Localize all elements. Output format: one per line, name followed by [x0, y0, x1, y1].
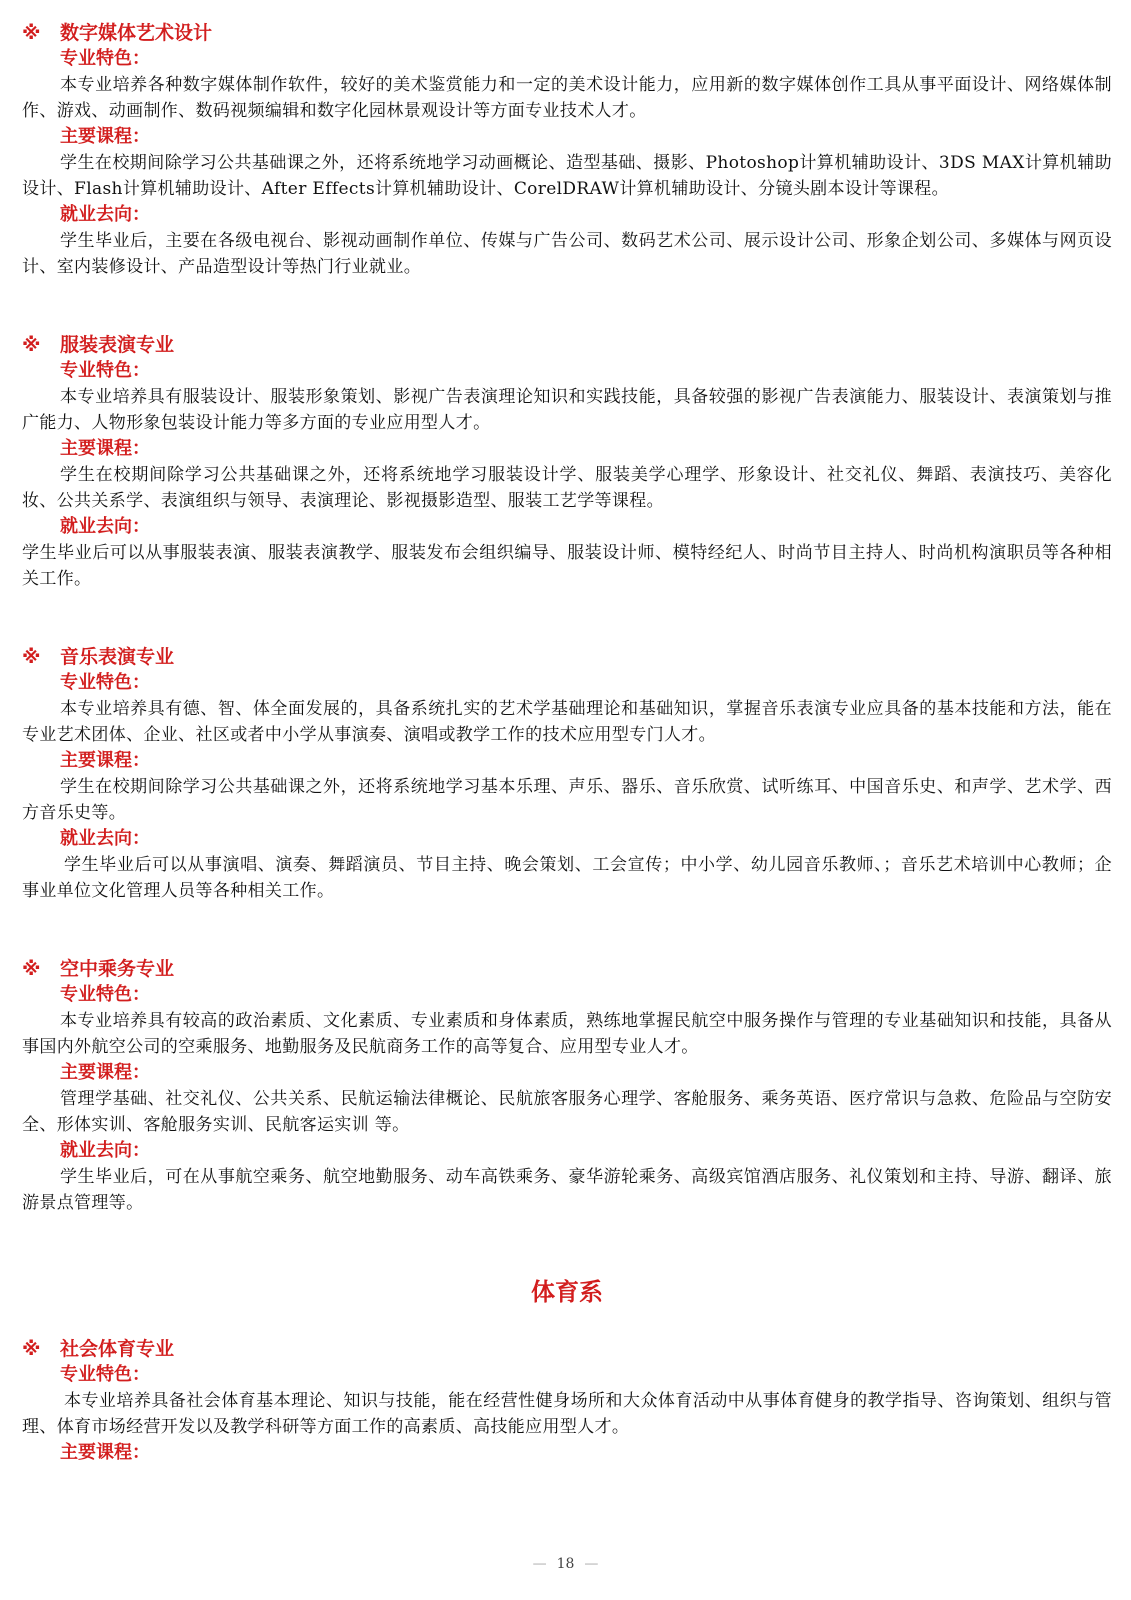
- major-title: [22, 1336, 1112, 1362]
- section-gap: [22, 280, 1112, 332]
- careers-text: 学生毕业后可以从事服装表演、服装表演教学、服装发布会组织编导、服装设计师、模特经纪人、时尚节目主持人、时尚机构演职员等各种相关工作。: [22, 543, 1112, 589]
- careers-heading: 就业去向：: [60, 204, 150, 225]
- footer-dash-right: —: [584, 1556, 599, 1572]
- courses-heading: 主要课程：: [60, 1062, 150, 1083]
- major-title: [22, 644, 1112, 670]
- features-heading: 专业特色：: [60, 360, 150, 381]
- page-number: 18: [556, 1556, 575, 1572]
- features-text: 本专业培养各种数字媒体制作软件，较好的美术鉴赏能力和一定的美术设计能力，应用新的数字媒体创作工具从事平面设计、网络媒体制作、游戏、动画制作、数码视频编辑和数字化园林景观设计等方面专业技术人才。: [22, 75, 1112, 121]
- courses-text: 学生在校期间除学习公共基础课之外，还将系统地学习基本乐理、声乐、器乐、音乐欣赏、试听练耳、中国音乐史、和声学、艺术学、西方音乐史等。: [22, 777, 1112, 823]
- major-title-text: 服装表演专业: [60, 334, 175, 356]
- courses-heading: 主要课程：: [60, 750, 150, 771]
- page-footer: [0, 1556, 1131, 1572]
- features-text: 本专业培养具有德、智、体全面发展的，具备系统扎实的艺术学基础理论和基础知识，掌握音乐表演专业应具备的基本技能和方法，能在专业艺术团体、企业、社区或者中小学从事演奏、演唱或教学工作的技术应用型专门人才。: [22, 699, 1112, 745]
- reference-mark: ※: [22, 334, 41, 356]
- features-text: 本专业培养具有较高的政治素质、文化素质、专业素质和身体素质，熟练地掌握民航空中服务操作与管理的专业基础知识和技能，具备从事国内外航空公司的空乘服务、地勤服务及民航商务工作的高等复合、应用型专业人才。: [22, 1011, 1112, 1057]
- major-title-text: 社会体育专业: [60, 1338, 175, 1360]
- courses-heading: 主要课程：: [60, 1442, 150, 1463]
- reference-mark: ※: [22, 1338, 41, 1360]
- reference-mark: ※: [22, 646, 41, 668]
- major-title-text: 数字媒体艺术设计: [60, 22, 213, 44]
- courses-text: 学生在校期间除学习公共基础课之外，还将系统地学习服装设计学、服装美学心理学、形象设计、社交礼仪、舞蹈、表演技巧、美容化妆、公共关系学、表演组织与领导、表演理论、影视摄影造型、服装工艺学等课程。: [22, 465, 1112, 511]
- major-section: [22, 20, 1112, 280]
- major-title-text: 空中乘务专业: [60, 958, 175, 980]
- section-gap: [22, 592, 1112, 644]
- major-title-text: 音乐表演专业: [60, 646, 175, 668]
- careers-heading: 就业去向：: [60, 828, 150, 849]
- major-section: [22, 332, 1112, 592]
- document-page: [22, 20, 1112, 1466]
- major-title: [22, 20, 1112, 46]
- major-section: [22, 956, 1112, 1216]
- major-title: [22, 956, 1112, 982]
- careers-text: 学生毕业后可以从事演唱、演奏、舞蹈演员、节目主持、晚会策划、工会宣传；中小学、幼儿园音乐教师、；音乐艺术培训中心教师；企事业单位文化管理人员等各种相关工作。: [22, 855, 1112, 901]
- features-heading: 专业特色：: [60, 48, 150, 69]
- features-heading: 专业特色：: [60, 1364, 150, 1385]
- courses-heading: 主要课程：: [60, 126, 150, 147]
- careers-text: 学生毕业后，主要在各级电视台、影视动画制作单位、传媒与广告公司、数码艺术公司、展示设计公司、形象企划公司、多媒体与网页设计、室内装修设计、产品造型设计等热门行业就业。: [22, 231, 1112, 277]
- features-text: 本专业培养具备社会体育基本理论、知识与技能，能在经营性健身场所和大众体育活动中从事体育健身的教学指导、咨询策划、组织与管理、体育市场经营开发以及教学科研等方面工作的高素质、高技能应用型人才。: [22, 1391, 1112, 1437]
- department-heading: 体育系: [531, 1278, 603, 1306]
- major-section: [22, 1336, 1112, 1466]
- reference-mark: ※: [22, 22, 41, 44]
- major-section: [22, 644, 1112, 904]
- reference-mark: ※: [22, 958, 41, 980]
- features-heading: 专业特色：: [60, 984, 150, 1005]
- courses-text: 管理学基础、社交礼仪、公共关系、民航运输法律概论、民航旅客服务心理学、客舱服务、乘务英语、医疗常识与急救、危险品与空防安全、形体实训、客舱服务实训、民航客运实训 等。: [22, 1089, 1112, 1135]
- courses-text: 学生在校期间除学习公共基础课之外，还将系统地学习动画概论、造型基础、摄影、Photoshop计算机辅助设计、3DS MAX计算机辅助设计、Flash计算机辅助设计、After Effects计算机辅助设计、CorelDRAW计算机辅助设计、分镜头剧本设计等课程。: [22, 153, 1112, 199]
- careers-heading: 就业去向：: [60, 516, 150, 537]
- features-heading: 专业特色：: [60, 672, 150, 693]
- section-gap: [22, 904, 1112, 956]
- major-title: [22, 332, 1112, 358]
- features-text: 本专业培养具有服装设计、服装形象策划、影视广告表演理论知识和实践技能，具备较强的影视广告表演能力、服装设计、表演策划与推广能力、人物形象包装设计能力等多方面的专业应用型人才。: [22, 387, 1112, 433]
- courses-heading: 主要课程：: [60, 438, 150, 459]
- careers-text: 学生毕业后，可在从事航空乘务、航空地勤服务、动车高铁乘务、豪华游轮乘务、高级宾馆酒店服务、礼仪策划和主持、导游、翻译、旅游景点管理等。: [22, 1167, 1112, 1213]
- footer-dash-left: —: [532, 1556, 547, 1572]
- careers-heading: 就业去向：: [60, 1140, 150, 1161]
